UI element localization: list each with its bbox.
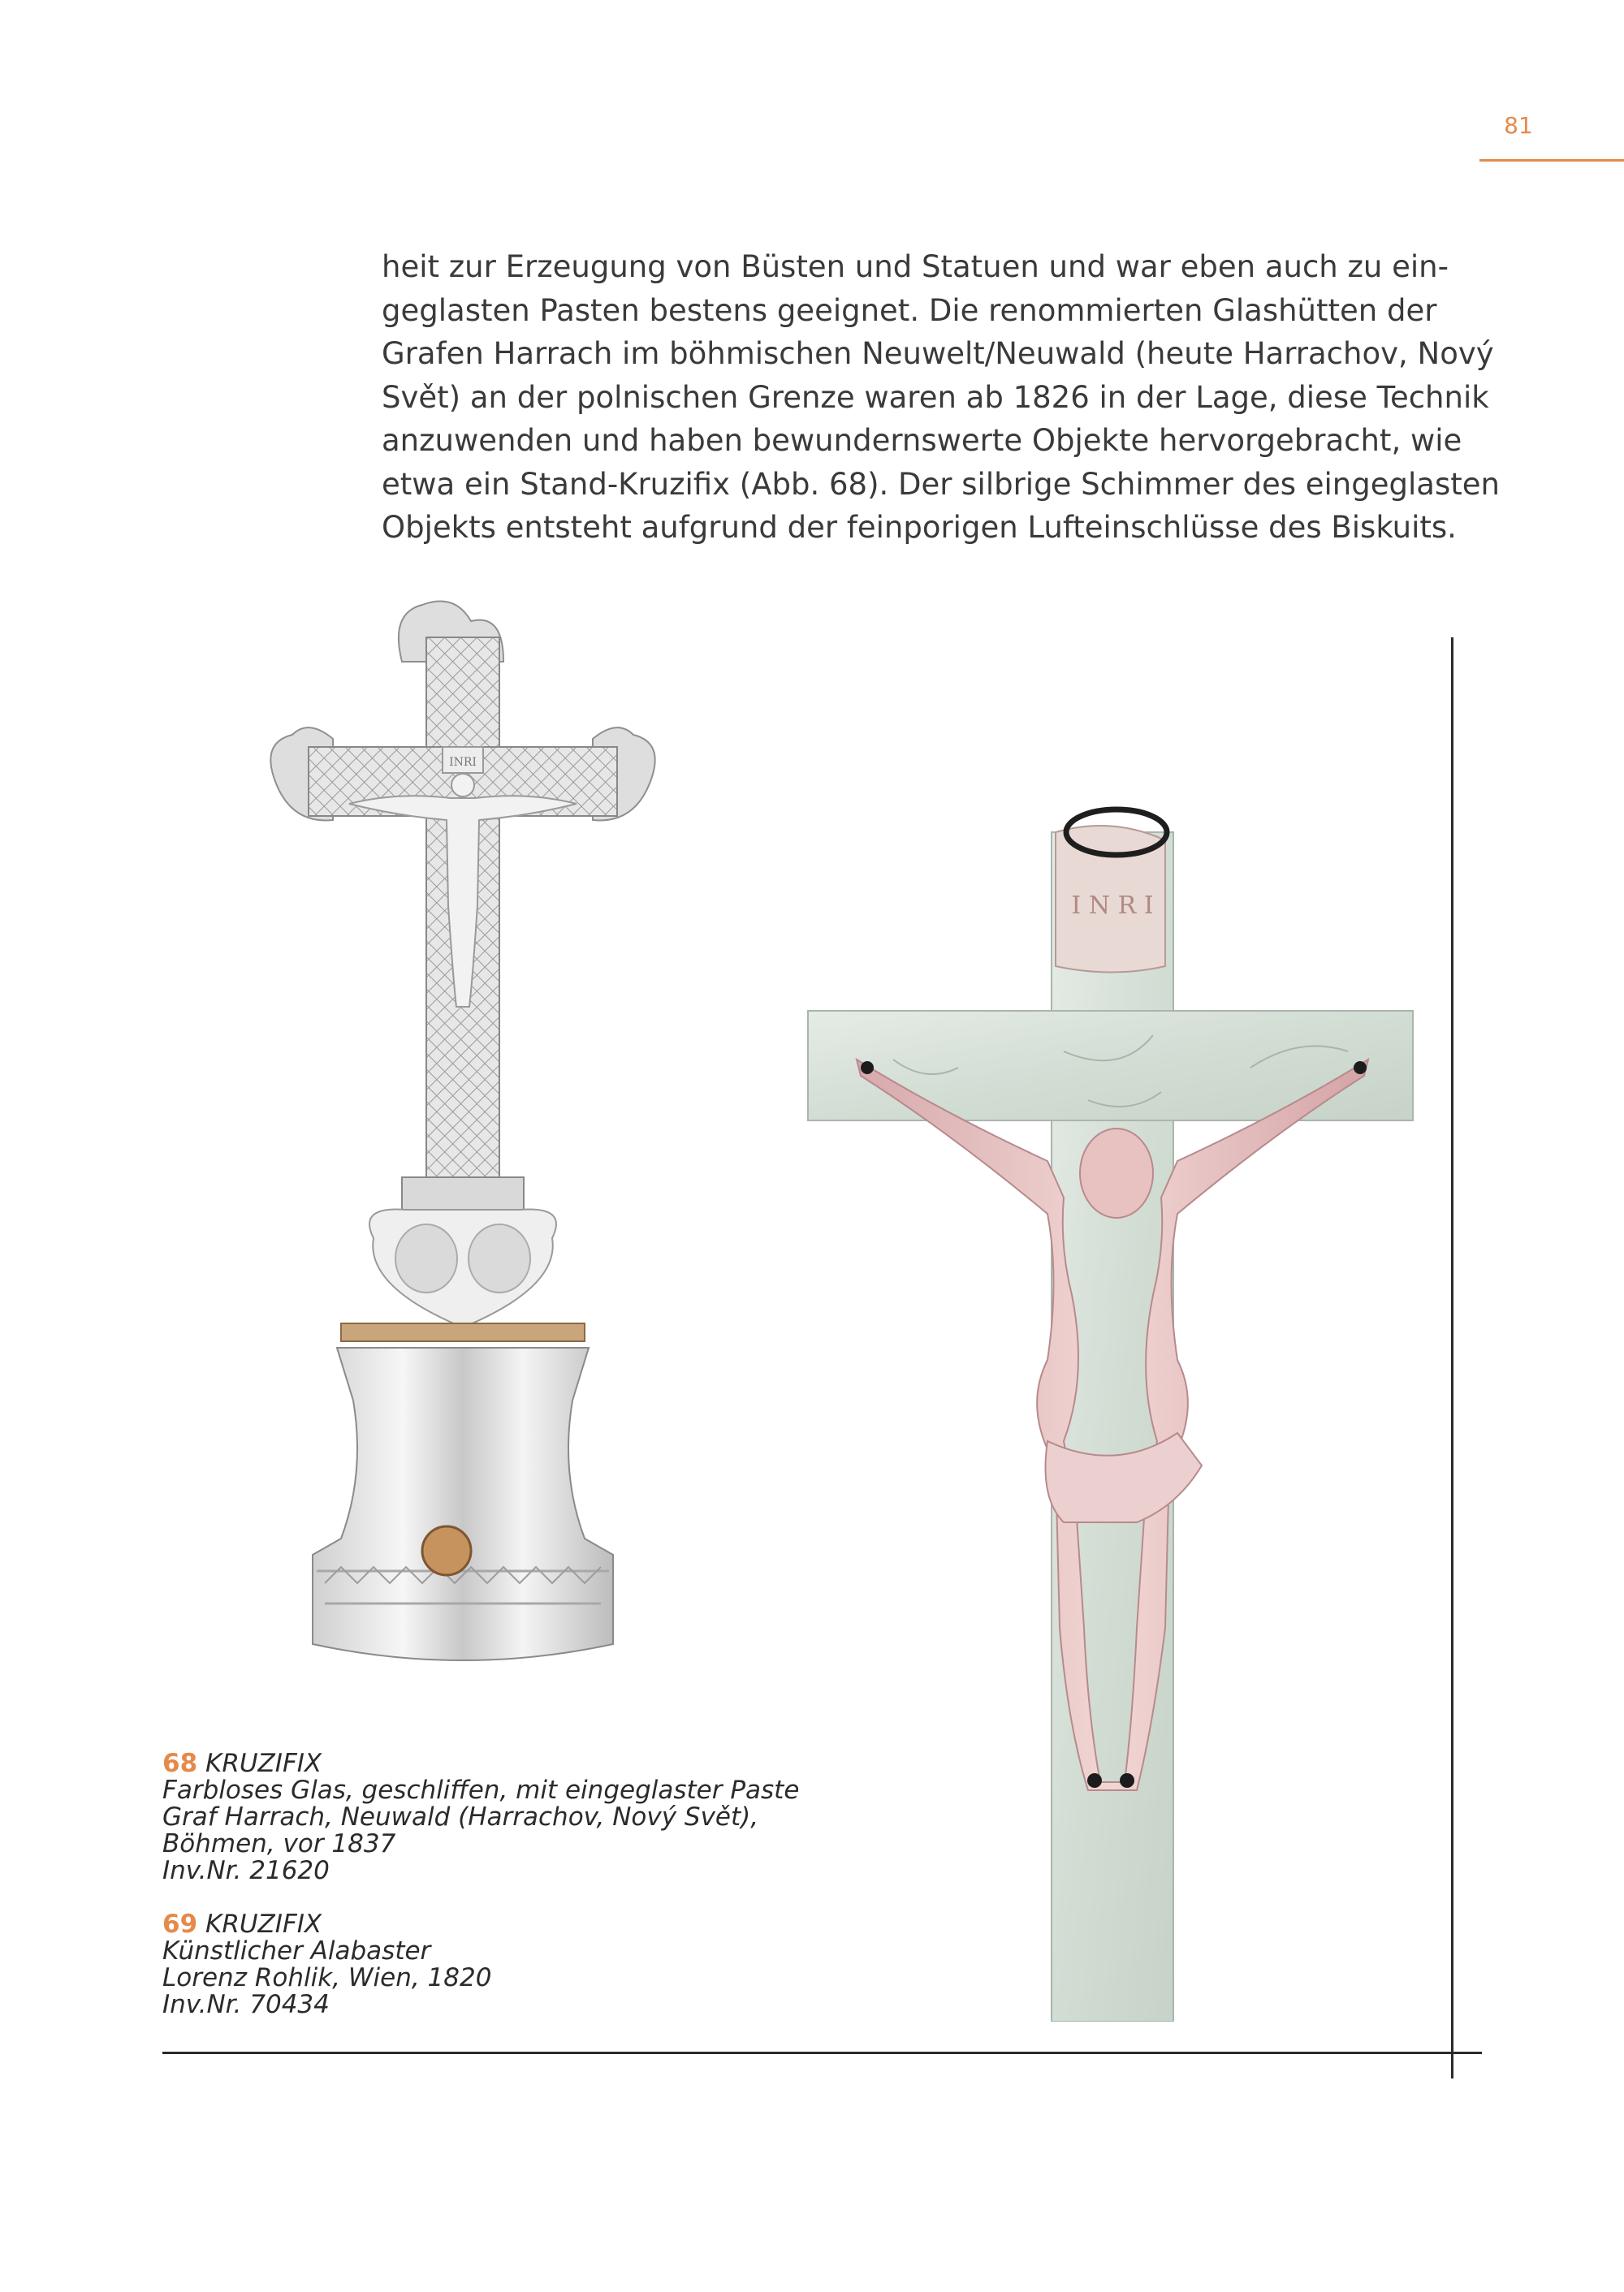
caption-number: 69 — [162, 1910, 198, 1939]
page-number: 81 — [1504, 112, 1533, 139]
body-text-line: Grafen Harrach im böhmischen Neuwelt/Neuwald (heute Harrachov, Nový — [382, 336, 1494, 371]
caption-line: Farbloses Glas, geschliffen, mit eingeglaster Paste — [162, 1776, 800, 1805]
caption-line: Inv.Nr. 21620 — [162, 1856, 330, 1885]
body-text-line: anzuwenden und haben bewundernswerte Objekte hervorgebracht, wie — [382, 423, 1462, 458]
caption-figure-69 — [162, 1911, 812, 2018]
caption-line: Inv.Nr. 70434 — [162, 1990, 330, 2019]
caption-heading — [162, 1750, 812, 1777]
body-text-line: Objekts entsteht aufgrund der feinporigen Lufteinschlüsse des Biskuits. — [382, 510, 1457, 545]
titulus-label: INRI — [449, 756, 477, 769]
caption-line: Graf Harrach, Neuwald (Harrachov, Nový Svět), — [162, 1802, 759, 1832]
glass-crucifix-photo — [260, 597, 666, 1689]
body-text-line: etwa ein Stand-Kruzifix (Abb. 68). Der silbrige Schimmer des eingeglasten — [382, 466, 1500, 502]
caption-heading — [162, 1911, 812, 1938]
caption-figure-68 — [162, 1750, 812, 1884]
body-text-line: Svět) an der polnischen Grenze waren ab 1826 in der Lage, diese Technik — [382, 379, 1489, 415]
page-number-underline — [1479, 159, 1624, 162]
vertical-rule — [1451, 637, 1453, 2078]
caption-number: 68 — [162, 1749, 198, 1778]
caption-line: Lorenz Rohlik, Wien, 1820 — [162, 1963, 492, 1992]
caption-line: Künstlicher Alabaster — [162, 1936, 431, 1966]
horizontal-rule — [162, 2052, 1482, 2054]
caption-title: KRUZIFIX — [205, 1749, 322, 1778]
caption-title: KRUZIFIX — [205, 1910, 322, 1939]
titulus-label: I N R I — [1071, 891, 1154, 920]
body-text-line: geglasten Pasten bestens geeignet. Die renommierten Glashütten der — [382, 292, 1437, 328]
body-text-paragraph — [382, 245, 1500, 550]
label-seal — [422, 1526, 471, 1575]
body-text-line: heit zur Erzeugung von Büsten und Statuen und war eben auch zu ein- — [382, 249, 1449, 284]
caption-line: Böhmen, vor 1837 — [162, 1829, 396, 1858]
alabaster-crucifix-photo — [796, 792, 1429, 2022]
